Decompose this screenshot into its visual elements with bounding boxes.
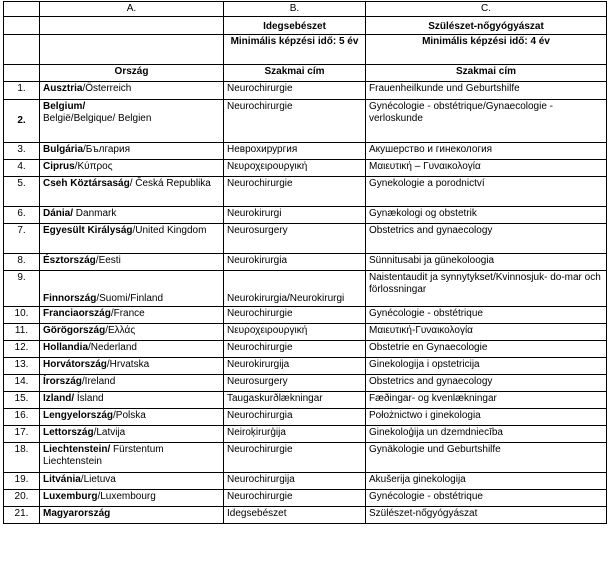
title-header-row <box>4 65 607 82</box>
row-number: 15. <box>4 392 40 409</box>
country-local-name: /United Kingdom <box>132 225 207 236</box>
country-cell <box>40 160 224 177</box>
row-number: 20. <box>4 490 40 507</box>
row-number: 11. <box>4 324 40 341</box>
country-hungarian-name: Izland/ <box>43 393 75 404</box>
country-hungarian-name: Franciaország <box>43 308 111 319</box>
title-b-cell: Neurochirurgie <box>224 490 366 507</box>
title-c-cell: Gynécologie - obstétrique/Gynaecologie - verloskunde <box>366 100 607 143</box>
country-hungarian-name: Dánia/ <box>43 208 74 219</box>
row-number: 6. <box>4 207 40 224</box>
country-cell <box>40 341 224 358</box>
column-a-label: A. <box>40 2 224 17</box>
title-c-cell: Sünnitusabi ja günekoloogia <box>366 254 607 271</box>
country-local-name: /Latvija <box>93 427 126 438</box>
country-local-name: /Ελλάς <box>105 325 136 336</box>
title-header-b: Szakmai cím <box>224 65 366 82</box>
title-b-cell: Неврохирургия <box>224 143 366 160</box>
title-b-cell: Neurochirurgia <box>224 409 366 426</box>
table-row <box>4 426 607 443</box>
country-hungarian-name: Egyesült Királyság <box>43 225 133 236</box>
country-local-name: /Nederland <box>88 342 137 353</box>
title-c-cell: Gynäkologie und Geburtshilfe <box>366 443 607 473</box>
country-local-name: België/Belgique/ Belgien <box>43 113 152 124</box>
title-b-cell: Neurosurgery <box>224 224 366 254</box>
specialty-row <box>4 17 607 35</box>
title-c-cell: Akušerija ginekologija <box>366 473 607 490</box>
country-hungarian-name: Cseh Köztársaság <box>43 178 130 189</box>
country-hungarian-name: Magyarország <box>43 508 111 519</box>
row-number: 21. <box>4 507 40 524</box>
row-number: 7. <box>4 224 40 254</box>
country-hungarian-name: Hollandia <box>43 342 89 353</box>
title-b-cell: Idegsebészet <box>224 507 366 524</box>
country-local-name: /Suomi/Finland <box>96 293 164 304</box>
row-number: 12. <box>4 341 40 358</box>
table-row <box>4 375 607 392</box>
row-number: 2. <box>4 100 40 143</box>
country-hungarian-name: Írország <box>43 376 82 387</box>
title-c-cell: Μαιευτική-Γυναικολογία <box>366 324 607 341</box>
table-row <box>4 207 607 224</box>
country-cell <box>40 473 224 490</box>
title-b-cell: Neurosurgery <box>224 375 366 392</box>
country-cell <box>40 224 224 254</box>
corner-cell <box>4 2 40 17</box>
table-row <box>4 307 607 324</box>
title-b-cell: Neurokirurgia/Neurokirurgi <box>224 271 366 307</box>
country-hungarian-name: Lengyelország <box>43 410 114 421</box>
country-local-name: Fürstentum Liechtenstein <box>43 444 164 467</box>
row-number: 9. <box>4 271 40 307</box>
country-local-name: /Luxembourg <box>97 491 156 502</box>
table-row <box>4 271 607 307</box>
title-c-cell: Gynécologie - obstétrique <box>366 490 607 507</box>
title-c-cell: Obstetrie en Gynaecologie <box>366 341 607 358</box>
title-b-cell: Neurochirurgie <box>224 307 366 324</box>
title-b-cell: Νευροχειρουργική <box>224 160 366 177</box>
country-local-name: /Hrvatska <box>106 359 150 370</box>
title-c-cell: Naistentaudit ja synnytykset/Kvinnosjuk- do-mar och förlossningar <box>366 271 607 307</box>
specialty-b: Idegsebészet <box>224 17 366 35</box>
table-row <box>4 409 607 426</box>
table-row <box>4 177 607 207</box>
country-hungarian-name: Ciprus <box>43 161 75 172</box>
country-local-name: /France <box>110 308 145 319</box>
title-c-cell: Ginekoloģija un dzemdniecība <box>366 426 607 443</box>
country-rows <box>4 82 607 524</box>
title-c-cell: Gynækologi og obstetrik <box>366 207 607 224</box>
table-row <box>4 160 607 177</box>
table-row <box>4 392 607 409</box>
country-local-name: /Κύπρος <box>74 161 113 172</box>
column-c-label: C. <box>366 2 607 17</box>
title-b-cell: Neurokirurgija <box>224 358 366 375</box>
country-cell <box>40 143 224 160</box>
min-training-c: Minimális képzési idő: 4 év <box>366 35 607 65</box>
country-cell <box>40 358 224 375</box>
country-cell <box>40 507 224 524</box>
table-row <box>4 324 607 341</box>
country-cell <box>40 375 224 392</box>
title-b-cell: Neurochirurgie <box>224 177 366 207</box>
row-number: 4. <box>4 160 40 177</box>
country-hungarian-name: Görögország <box>43 325 106 336</box>
title-b-cell: Neurokirurgi <box>224 207 366 224</box>
country-hungarian-name: Horvátország <box>43 359 107 370</box>
country-hungarian-name: Belgium/ <box>43 101 86 112</box>
country-hungarian-name: Luxemburg <box>43 491 98 502</box>
country-cell <box>40 409 224 426</box>
specialty-table <box>3 1 607 524</box>
title-b-cell: Neiroķirurģija <box>224 426 366 443</box>
table-row <box>4 254 607 271</box>
country-hungarian-name: Finnország <box>43 293 97 304</box>
title-c-cell: Położnictwo i ginekologia <box>366 409 607 426</box>
title-b-cell: Neurochirurgie <box>224 341 366 358</box>
title-c-cell: Μαιευτική – Γυναικολογία <box>366 160 607 177</box>
country-local-name: /Österreich <box>82 83 132 94</box>
row-number: 8. <box>4 254 40 271</box>
title-b-cell: Neurochirurgie <box>224 100 366 143</box>
row-number: 16. <box>4 409 40 426</box>
row-number: 10. <box>4 307 40 324</box>
min-training-b: Minimális képzési idő: 5 év <box>224 35 366 65</box>
country-cell <box>40 443 224 473</box>
table-row <box>4 143 607 160</box>
title-c-cell: Obstetrics and gynaecology <box>366 224 607 254</box>
country-local-name: /Ireland <box>81 376 116 387</box>
country-hungarian-name: Litvánia <box>43 474 81 485</box>
country-hungarian-name: Bulgária <box>43 144 84 155</box>
country-cell <box>40 324 224 341</box>
specialty-c: Szülészet-nőgyógyászat <box>366 17 607 35</box>
country-cell <box>40 254 224 271</box>
title-header-c: Szakmai cím <box>366 65 607 82</box>
country-local-name: /Polska <box>113 410 146 421</box>
country-local-name: Ísland <box>74 393 104 404</box>
country-hungarian-name: Liechtenstein/ <box>43 444 111 455</box>
title-c-cell: Obstetrics and gynaecology <box>366 375 607 392</box>
row-number: 1. <box>4 82 40 100</box>
row-number: 5. <box>4 177 40 207</box>
title-b-cell: Taugaskurðlækningar <box>224 392 366 409</box>
title-b-cell: Neurochirurgie <box>224 82 366 100</box>
table-row <box>4 341 607 358</box>
country-cell <box>40 426 224 443</box>
title-c-cell: Gynekologie a porodnictví <box>366 177 607 207</box>
column-b-label: B. <box>224 2 366 17</box>
country-hungarian-name: Lettország <box>43 427 94 438</box>
table-row <box>4 507 607 524</box>
row-number: 14. <box>4 375 40 392</box>
title-c-cell: Ginekologija i opstetricija <box>366 358 607 375</box>
row-number: 17. <box>4 426 40 443</box>
row-number: 3. <box>4 143 40 160</box>
title-b-cell: Νευροχειρουργική <box>224 324 366 341</box>
country-local-name: /България <box>83 144 130 155</box>
country-local-name: /Eesti <box>95 255 121 266</box>
table-row <box>4 443 607 473</box>
row-number: 18. <box>4 443 40 473</box>
table-row <box>4 224 607 254</box>
country-hungarian-name: Észtország <box>43 255 96 266</box>
country-hungarian-name: Ausztria <box>43 83 83 94</box>
table-row <box>4 358 607 375</box>
row-number: 13. <box>4 358 40 375</box>
country-cell <box>40 490 224 507</box>
table-row <box>4 490 607 507</box>
country-header: Ország <box>40 65 224 82</box>
country-cell <box>40 82 224 100</box>
title-b-cell: Neurochirurgie <box>224 443 366 473</box>
country-local-name: / Česká Republika <box>129 178 211 189</box>
country-cell <box>40 177 224 207</box>
row-number: 19. <box>4 473 40 490</box>
title-c-cell: Акушерство и гинекология <box>366 143 607 160</box>
table-row <box>4 82 607 100</box>
country-local-name: Danmark <box>73 208 117 219</box>
column-letter-row <box>4 2 607 17</box>
title-c-cell: Gynécologie - obstétrique <box>366 307 607 324</box>
country-cell <box>40 271 224 307</box>
title-c-cell: Frauenheilkunde und Geburtshilfe <box>366 82 607 100</box>
title-c-cell: Fæðingar- og kvenlækningar <box>366 392 607 409</box>
table-row <box>4 100 607 143</box>
table-row <box>4 473 607 490</box>
title-c-cell: Szülészet-nőgyógyászat <box>366 507 607 524</box>
country-cell <box>40 307 224 324</box>
country-cell <box>40 207 224 224</box>
country-local-name: /Lietuva <box>80 474 116 485</box>
title-b-cell: Neurochirurgija <box>224 473 366 490</box>
min-training-row <box>4 35 607 65</box>
title-b-cell: Neurokirurgia <box>224 254 366 271</box>
country-cell <box>40 100 224 143</box>
country-cell <box>40 392 224 409</box>
